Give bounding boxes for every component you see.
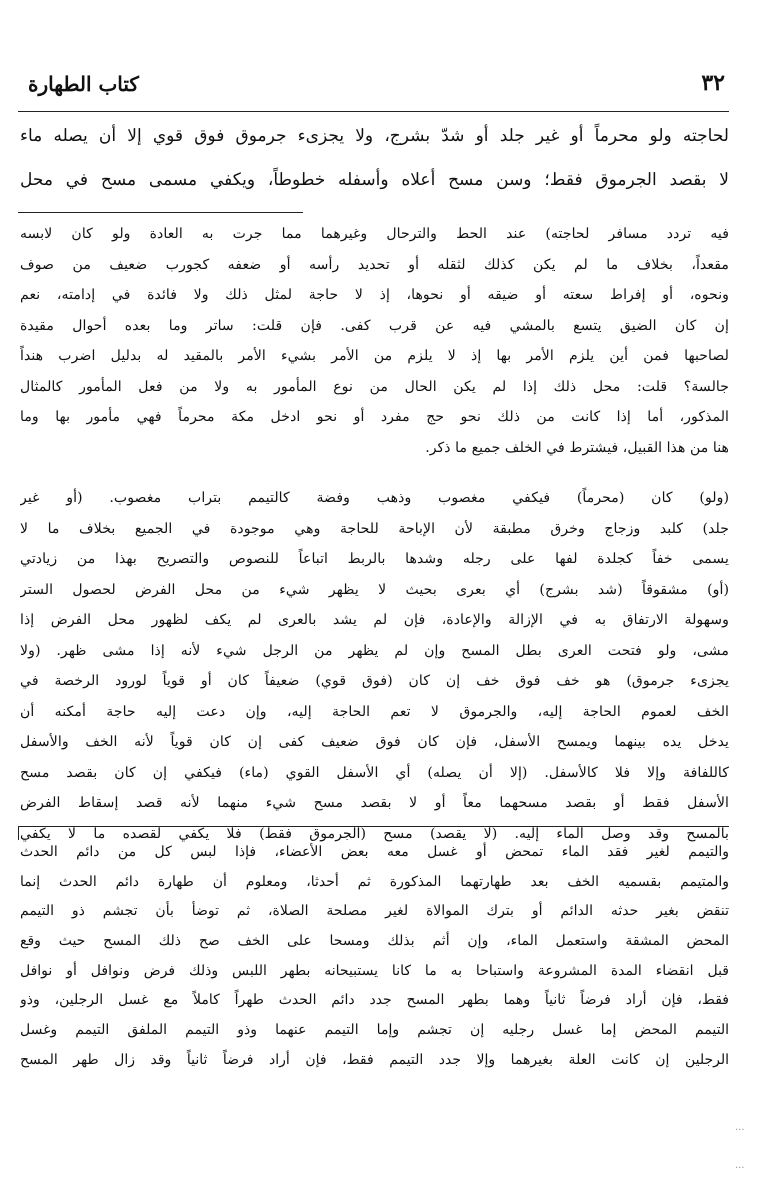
scan-speck: ··· [735,1163,745,1174]
hashiya-line: والمتيمم بقسميه الخف بعد طهارتهما المذكورة ثم أحدثا، ومعلوم أن طهارة دائم الحدث إنما [20,873,729,890]
page-number: ٣٢ [701,70,725,96]
hashiya-line: التيمم المحض إما غسل رجليه إن تجشم وإما التيمم عنهما وذو التيمم الملفق التيمم وغسل [20,1022,729,1039]
sharh-line: مشى، ولو فتحت العرى بطل المسح وإن لم يظهر من الرجل شيء لأنه إذا مشى ظهر. (ولا [20,642,729,659]
sharh-line: جلد) كلبد وزجاج وخرق مطبقة لأن الإباحة للحاجة وهي موجودة في الجميع بخلاف ما لا [20,520,729,537]
sharh-line: بالمسح وقد وصل الماء إليه. (لا يقصد) مسح (الجرموق فقط) فلا يكفي لقصده ما لا يكفي [20,825,729,842]
footnote-separator-tick [18,826,19,840]
scan-speck: ··· [735,1125,745,1136]
sharh-line: المذكور، أما إذا كانت من ذلك نحو حج مفرد أو نحو ادخل مكة محرماً فهي مأمور بها وما [20,409,729,425]
sharh-line: وسهولة الارتفاق به في الإزالة والإعادة، فإن لم يشد بالعرى لم يكف لظهور محل الفرض إذا [20,612,729,628]
sharh-line: جالسة؟ قلت: محل ذلك إذا لم يكن الحال من نوع المأمور به ولا من فعل المأمور كالمثال [20,378,729,395]
header-rule [18,111,729,112]
hashiya-line: قبل انقضاء المدة المشروعة واستباحا به ما كانا يستبيحانه بطهر اللبس وذلك فرض ونوافل أو نوافل [20,962,729,979]
hashiya-text [20,838,729,1076]
page-header [28,70,725,104]
hashiya-line: والتيمم لغير فقد الماء تمحض أو غسل معه بعض الأعضاء، فإذا لبس كل من دائم الحدث [20,844,729,860]
hashiya-line: المحض المشقة واستعمل الماء، وإن أثم بذلك ومسحا على الخف صح ذلك المسح حيث وقع [20,933,729,950]
sharh-line: كاللفافة وإلا فلا كالأسفل. (إلا أن يصله) أي الأسفل القوي (ماء) فيكفي إن كان بقصد مسح [20,764,729,781]
sharh-text-continued [20,483,729,849]
hashiya-line: فقط، فإن أراد فرضاً ثانياً وهما بطهر المسح جدد دائم الحدث طهراً كاملاً مع غسل الرجلين، وذو [20,992,729,1009]
sharh-line: إن كان الضيق يتسع بالمشي فيه عن قرب كفى. فإن قلت: ساتر وما بعده أحوال مقيدة [20,317,729,334]
footnote-separator [18,826,729,827]
sharh-line: ونحوه، أو إفراط سعته أو ضيقه أو نحوها، إذ لا حاجة لمثل ذلك ولا فائدة في إدامته، نعم [20,287,729,303]
sharh-line: يدخل يده بينهما ويمسح الأسفل، فإن كان فوق ضعيف كفى إن كان قوياً لأنه الخف والأسفل [20,734,729,750]
sharh-text [20,219,729,463]
sharh-line: الخف لعموم الحاجة إليه، والجرموق لا تعم الحاجة إليه، وإن دعت إليه حاجة أمكنه أن [20,703,729,720]
hashiya-line: الرجلين إن كانت العلة بغيرهما وإلا جدد التيمم فقط، فإن أراد فرضاً ثانياً وقد زال طهر المسح [20,1051,729,1068]
sharh-line: الأسفل فقط أو بقصد مسحهما معاً أو لا بقصد مسح شيء منهما لأنه قصد إسقاط الفرض [20,795,729,811]
matn-line: لا بقصد الجرموق فقط؛ وسن مسح أعلاه وأسفله خطوطاً، ويكفي مسمى مسح في محل [20,170,729,190]
sharh-line: مقعداً، بخلاف ما لم يكن كذلك لثقله أو تحديد رأسه أو ضعفه كجورب ضعيف من صوف [20,256,729,273]
sharh-line: لصاحبها فمن أين يلزم الأمر بها إذ لا يلزم من الأمر بشيء الأمر بالمقيد له بدليل اضرب هنداً [20,348,729,364]
matn-text [20,114,729,202]
sharh-line: هنا من هذا القبيل، فيشترط في الخلف جميع ما ذكر. [425,439,729,456]
sharh-line: (ولو) كان (محرماً) فيكفي مغصوب وذهب وفضة كالتيمم بتراب مغصوب. (أو غير [20,490,729,506]
matn-line: لحاجته ولو محرماً أو غير جلد أو شدّ بشرج، ولا يجزىء جرموق فوق قوي إلا أن يصله ماء [20,126,729,146]
sharh-line: فيه تردد مسافر لحاجته) عند الحط والترحال وغيرهما مما جرت به العادة ولو كان لابسه [20,226,729,242]
sharh-line: (أو) مشقوقاً (شد بشرج) أي بعرى بحيث لا يظهر شيء من محل الفرض لحصول الستر [20,581,729,598]
sharh-line: يجزىء جرموق) هو خف فوق خف إن كان (فوق قوي) ضعيفاً كان أو قوياً لورود الرخصة في [20,673,729,689]
running-title: كتاب الطهارة [28,72,139,96]
sharh-line: يسمى خفاً كجلدة لفها على رجله وشدها بالربط اتباعاً للنصوص والتصريح بهذا من زيادتي [20,551,729,567]
matn-separator [18,212,303,213]
hashiya-line: تنقض بغير حدثه الدائم أو بترك الموالاة لغير مصلحة الصلاة، ثم توضأ بأن تجشم ذو التيمم [20,903,729,920]
